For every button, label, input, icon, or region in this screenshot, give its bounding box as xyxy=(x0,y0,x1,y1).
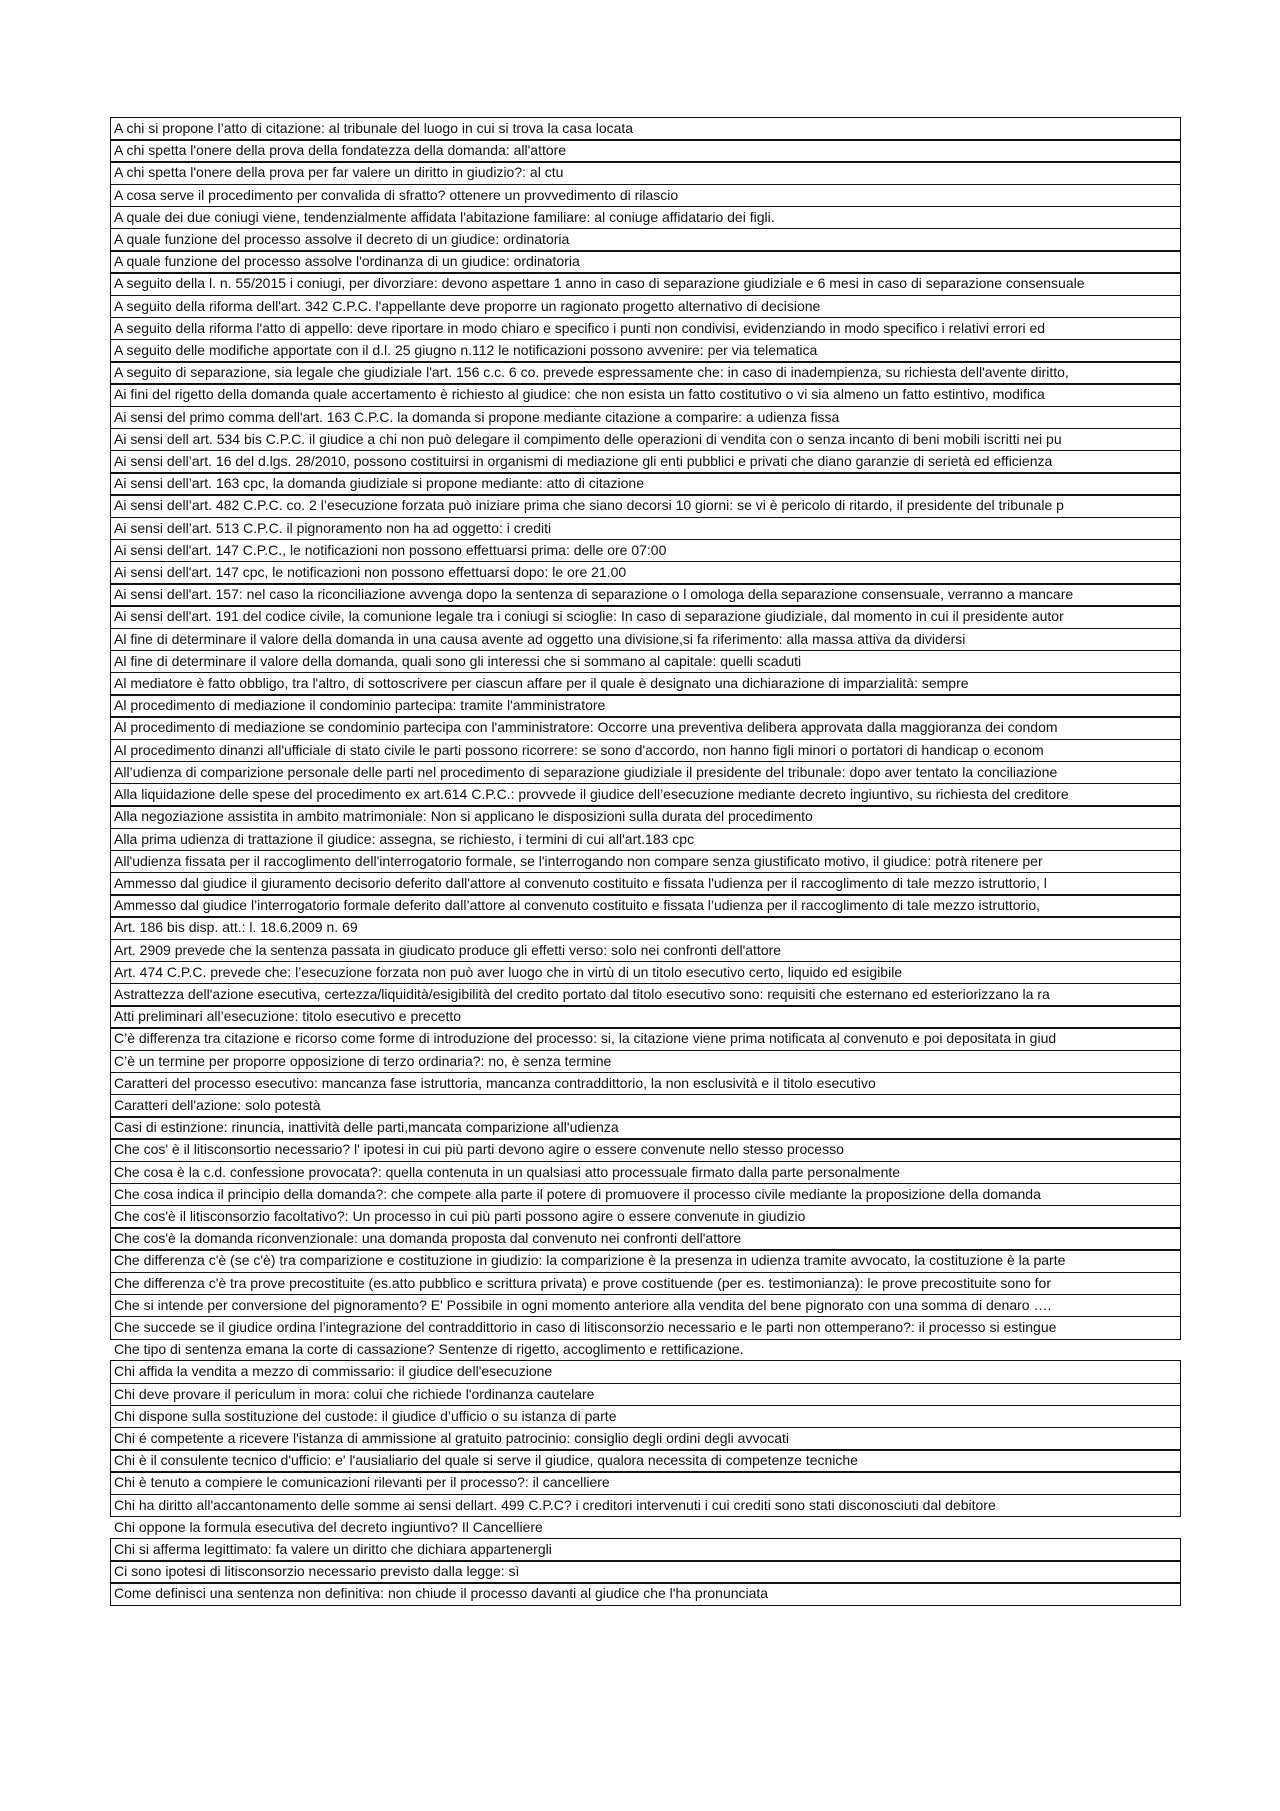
table-row: Ammesso dal giudice l’interrogatorio formale deferito dall’attore al convenuto costituito e fissata l’udienza per il raccoglimento di tale mezzo istruttorio, xyxy=(110,894,1181,918)
table-row: Chi è il consulente tecnico d'ufficio: e' l'ausialiario del quale si serve il giudice, qualora necessita di competenze tecniche xyxy=(110,1449,1181,1473)
table-row: A quale funzione del processo assolve il decreto di un giudice: ordinatoria xyxy=(110,228,1181,252)
spreadsheet-table xyxy=(110,117,1181,1606)
table-row: Ammesso dal giudice il giuramento decisorio deferito dall'attore al convenuto costituito e fissata l'udienza per il raccoglimento di tale mezzo istruttorio, l xyxy=(110,872,1181,896)
table-row: Chi ha diritto all'accantonamento delle somme ai sensi dellart. 499 C.P.C? i creditori intervenuti i cui crediti sono stati disconosciuti dal debitore xyxy=(110,1494,1181,1518)
table-row: Atti preliminari all’esecuzione: titolo esecutivo e precetto xyxy=(110,1005,1181,1029)
table-row: Che differenza c'è tra prove precostituite (es.atto pubblico e scrittura privata) e prove costituende (per es. testimonianza): le prove precostituite sono for xyxy=(110,1272,1181,1296)
table-row: Chi oppone la formula esecutiva del decreto ingiuntivo? Il Cancelliere xyxy=(114,1518,543,1535)
table-row: Ai sensi dell art. 534 bis C.P.C. il giudice a chi non può delegare il compimento delle operazioni di vendita con o senza incanto di beni mobili iscritti nei pu xyxy=(110,428,1181,452)
table-row: Ai sensi dell’art. 163 cpc, la domanda giudiziale si propone mediante: atto di citazione xyxy=(110,472,1181,496)
table-row: Ai sensi del primo comma dell'art. 163 C.P.C. la domanda si propone mediante citazione a comparire: a udienza fissa xyxy=(110,406,1181,430)
table-row: Al procedimento dinanzi all'ufficiale di stato civile le parti possono ricorrere: se sono d'accordo, non hanno figli minori o portatori di handicap o econom xyxy=(110,739,1181,763)
table-row: Ai sensi dell’art. 482 C.P.C. co. 2 l’esecuzione forzata può iniziare prima che siano decorsi 10 giorni: se vi è pericolo di ritardo, il presidente del tribunale p xyxy=(110,494,1181,518)
table-row: A chi spetta l'onere della prova della fondatezza della domanda: all'attore xyxy=(110,139,1181,163)
table-row: A seguito della l. n. 55/2015 i coniugi, per divorziare: devono aspettare 1 anno in caso di separazione giudiziale e 6 mesi in caso di separazione consensuale xyxy=(110,272,1181,296)
table-row: C’è differenza tra citazione e ricorso come forme di introduzione del processo: si, la citazione viene prima notificata al convenuto e poi depositata in giud xyxy=(110,1027,1181,1051)
table-row: A seguito della riforma dell'art. 342 C.P.C. l'appellante deve proporre un ragionato progetto alternativo di decisione xyxy=(110,295,1181,319)
table-row: Ai sensi dell’art. 513 C.P.C. il pignoramento non ha ad oggetto: i crediti xyxy=(110,517,1181,541)
table-row: Al mediatore è fatto obbligo, tra l'altro, di sottoscrivere per ciascun affare per il quale è designato una dichiarazione di imparzialità: sempre xyxy=(110,672,1181,696)
table-row: All’udienza di comparizione personale delle parti nel procedimento di separazione giudiziale il presidente del tribunale: dopo aver tentato la conciliazione xyxy=(110,761,1181,785)
table-row: Chi è tenuto a compiere le comunicazioni rilevanti per il processo?: il cancelliere xyxy=(110,1471,1181,1495)
table-row: Caratteri del processo esecutivo: mancanza fase istruttoria, mancanza contraddittorio, la non esclusività e il titolo esecutivo xyxy=(110,1072,1181,1096)
table-row: Che si intende per conversione del pignoramento? E' Possibile in ogni momento anteriore alla vendita del bene pignorato con una somma di denaro …. xyxy=(110,1294,1181,1318)
table-row: Ai sensi dell'art. 147 C.P.C., le notificazioni non possono effettuarsi prima: delle ore 07:00 xyxy=(110,539,1181,563)
table-row: Chi affida la vendita a mezzo di commissario: il giudice dell'esecuzione xyxy=(110,1360,1181,1384)
table-row: All'udienza fissata per il raccoglimento dell'interrogatorio formale, se l'interrogando non compare senza giustificato motivo, il giudice: potrà ritenere per xyxy=(110,850,1181,874)
table-row: A seguito delle modifiche apportate con il d.l. 25 giugno n.112 le notificazioni possono avvenire: per via telematica xyxy=(110,339,1181,363)
table-row: A quale funzione del processo assolve l'ordinanza di un giudice: ordinatoria xyxy=(110,250,1181,274)
table-row: A quale dei due coniugi viene, tendenzialmente affidata l'abitazione familiare: al coniuge affidatario dei figli. xyxy=(110,206,1181,230)
table-row: Come definisci una sentenza non definitiva: non chiude il processo davanti al giudice che l'ha pronunciata xyxy=(110,1582,1181,1606)
table-row: Ai sensi dell'art. 191 del codice civile, la comunione legale tra i coniugi si scioglie: In caso di separazione giudiziale, dal momento in cui il presidente autor xyxy=(110,605,1181,629)
table-row: Alla liquidazione delle spese del procedimento ex art.614 C.P.C.: provvede il giudice dell’esecuzione mediante decreto ingiuntivo, su richiesta del creditore xyxy=(110,783,1181,807)
table-row: Che cosa è la c.d. confessione provocata?: quella contenuta in un qualsiasi atto processuale firmato dalla parte personalmente xyxy=(110,1161,1181,1185)
table-row: Che differenza c'è (se c'è) tra comparizione e costituzione in giudizio: la comparizione è la presenza in udienza tramite avvocato, la costituzione è la parte xyxy=(110,1249,1181,1273)
table-row: Ai sensi dell'art. 157: nel caso la riconciliazione avvenga dopo la sentenza di separazione o l omologa della separazione consensuale, verranno a mancare xyxy=(110,583,1181,607)
table-row: A seguito di separazione, sia legale che giudiziale l'art. 156 c.c. 6 co. prevede espressamente che: in caso di inadempienza, su richiesta dell'avente diritto, xyxy=(110,361,1181,385)
table-row: Chi é competente a ricevere l'istanza di ammissione al gratuito patrocinio: consiglio degli ordini degli avvocati xyxy=(110,1427,1181,1451)
table-row: Al fine di determinare il valore della domanda, quali sono gli interessi che si sommano al capitale: quelli scaduti xyxy=(110,650,1181,674)
table-row: Al fine di determinare il valore della domanda in una causa avente ad oggetto una divisione,si fa riferimento: alla massa attiva da dividersi xyxy=(110,628,1181,652)
table-row: Al procedimento di mediazione se condominio partecipa con l'amministratore: Occorre una preventiva delibera approvata dalla maggioranza dei condom xyxy=(110,716,1181,740)
table-row: Al procedimento di mediazione il condominio partecipa: tramite l'amministratore xyxy=(110,694,1181,718)
table-row: A chi spetta l'onere della prova per far valere un diritto in giudizio?: al ctu xyxy=(110,161,1181,185)
table-row: C’è un termine per proporre opposizione di terzo ordinaria?: no, è senza termine xyxy=(110,1050,1181,1074)
table-row: Che succede se il giudice ordina l’integrazione del contraddittorio in caso di litisconsorzio necessario e le parti non ottemperano?: il processo si estingue xyxy=(110,1316,1181,1340)
table-row: Astrattezza dell'azione esecutiva, certezza/liquidità/esigibilità del credito portato dal titolo esecutivo sono: requisiti che esternano ed esteriorizzano la ra xyxy=(110,983,1181,1007)
table-row: Che cosa indica il principio della domanda?: che compete alla parte il potere di promuovere il processo civile mediante la proposizione della domanda xyxy=(110,1183,1181,1207)
table-row: Che cos' è il litisconsortio necessario? l' ipotesi in cui più parti devono agire o essere convenute nello stesso processo xyxy=(110,1138,1181,1162)
table-row: Ai sensi dell’art. 16 del d.lgs. 28/2010, possono costituirsi in organismi di mediazione gli enti pubblici e privati che diano garanzie di serietà ed efficienza xyxy=(110,450,1181,474)
table-row: Casi di estinzione: rinuncia, inattività delle parti,mancata comparizione all'udienza xyxy=(110,1116,1181,1140)
table-row: Chi dispone sulla sostituzione del custode: il giudice d’ufficio o su istanza di parte xyxy=(110,1405,1181,1429)
table-row: Che cos'è il litisconsorzio facoltativo?: Un processo in cui più parti possono agire o essere convenute in giudizio xyxy=(110,1205,1181,1229)
table-row: Chi si afferma legittimato: fa valere un diritto che dichiara appartenergli xyxy=(110,1538,1181,1562)
table-row: Ai sensi dell'art. 147 cpc, le notificazioni non possono effettuarsi dopo: le ore 21.00 xyxy=(110,561,1181,585)
table-row: A chi si propone l’atto di citazione: al tribunale del luogo in cui si trova la casa locata xyxy=(110,117,1181,141)
table-row: A seguito della riforma l'atto di appello: deve riportare in modo chiaro e specifico i punti non condivisi, evidenziando in modo specifico i relativi errori ed xyxy=(110,317,1181,341)
table-row: Alla negoziazione assistita in ambito matrimoniale: Non si applicano le disposizioni sulla durata del procedimento xyxy=(110,805,1181,829)
table-row: Ci sono ipotesi di litisconsorzio necessario previsto dalla legge: sì xyxy=(110,1560,1181,1584)
table-row: Chi deve provare il periculum in mora: colui che richiede l'ordinanza cautelare xyxy=(110,1383,1181,1407)
table-row: A cosa serve il procedimento per convalida di sfratto? ottenere un provvedimento di rilascio xyxy=(110,184,1181,208)
table-row: Art. 2909 prevede che la sentenza passata in giudicato produce gli effetti verso: solo nei confronti dell'attore xyxy=(110,939,1181,963)
table-row: Che tipo di sentenza emana la corte di cassazione? Sentenze di rigetto, accoglimento e rettificazione. xyxy=(114,1341,744,1358)
table-row: Ai fini del rigetto della domanda quale accertamento è richiesto al giudice: che non esista un fatto costitutivo o vi sia almeno un fatto estintivo, modifica xyxy=(110,383,1181,407)
table-row: Art. 474 C.P.C. prevede che: l’esecuzione forzata non può aver luogo che in virtù di un titolo esecutivo certo, liquido ed esigibile xyxy=(110,961,1181,985)
table-row: Alla prima udienza di trattazione il giudice: assegna, se richiesto, i termini di cui all'art.183 cpc xyxy=(110,828,1181,852)
table-row: Che cos'è la domanda riconvenzionale: una domanda proposta dal convenuto nei confronti dell'attore xyxy=(110,1227,1181,1251)
table-row: Art. 186 bis disp. att.: l. 18.6.2009 n. 69 xyxy=(110,916,1181,940)
table-row: Caratteri dell'azione: solo potestà xyxy=(110,1094,1181,1118)
